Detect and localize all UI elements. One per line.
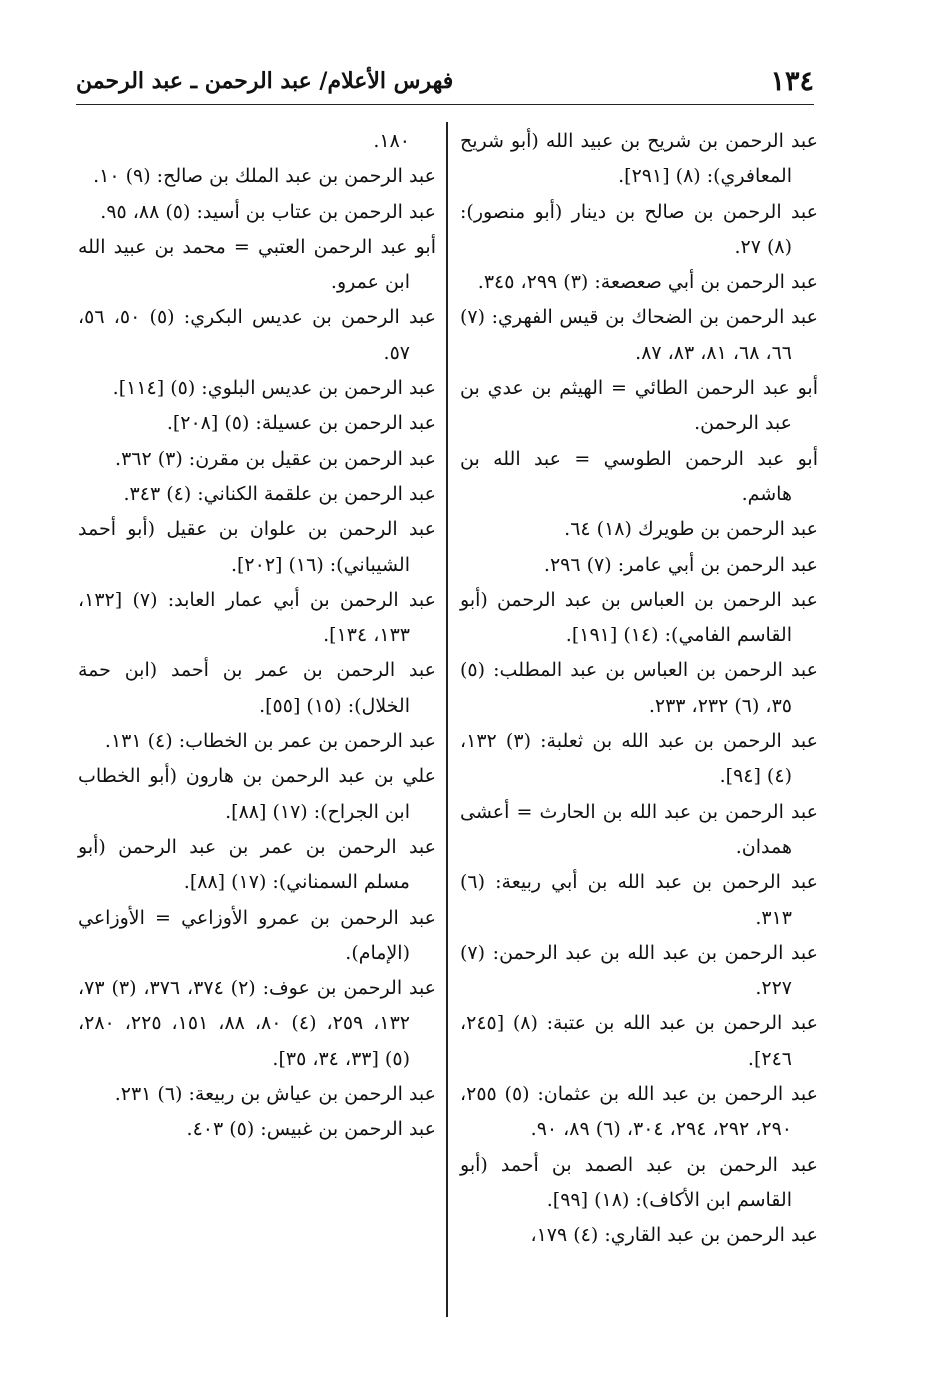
index-entry: عبد الرحمن بن عياش بن ربيعة: (٦) ٢٣١. (114, 1083, 436, 1106)
index-entry: أبو عبد الرحمن الطائي = الهيثم بن عدي بن عبد الرحمن. (460, 377, 818, 435)
index-entry: عبد الرحمن بن غبيس: (٥) ٤٠٣. (186, 1118, 436, 1141)
index-entry: عبد الرحمن بن عمر بن أحمد (ابن حمة الخلال): (١٥) [٥٥]. (78, 659, 436, 717)
index-entry: عبد الرحمن بن علوان بن عقيل (أبو أحمد الشيباني): (١٦) [٢٠٢]. (78, 518, 436, 576)
index-entry: أبو عبد الرحمن الطوسي = عبد الله بن هاشم. (460, 447, 818, 505)
index-entry: عبد الرحمن بن عديس البكري: (٥) ٥٠، ٥٦، ٥٧. (78, 306, 437, 364)
index-entry: عبد الرحمن بن أبي عمار العابد: (٧) [١٣٢، ١٣٣، ١٣٤]. (78, 588, 436, 647)
index-entry: عبد الرحمن بن عديس البلوي: (٥) [١١٤]. (112, 377, 436, 400)
index-entry: عبد الرحمن بن عبد الملك بن صالح: (٩) ١٠. (93, 165, 436, 188)
page-header (76, 58, 814, 105)
column-divider (446, 122, 448, 1317)
index-entry: علي بن عبد الرحمن بن هارون (أبو الخطاب ابن الجراح): (١٧) [٨٨]. (78, 765, 436, 823)
index-entry: عبد الرحمن بن عوف: (٢) ٣٧٤، ٣٧٦، (٣) ٧٣، ١٣٢، ٢٥٩، (٤) ٨٠، ٨٨، ١٥١، ٢٢٥، ٢٨٠، (٥) [٣٣، ٣٤، ٣٥]. (78, 977, 437, 1070)
index-entry: عبد الرحمن بن عبد الله بن عثمان: (٥) ٢٥٥، ٢٩٠، ٢٩٢، ٢٩٤، ٣٠٤، (٦) ٨٩، ٩٠. (460, 1083, 818, 1141)
index-entry-continuation: ١٨٠. (373, 130, 410, 152)
index-entry: عبد الرحمن بن عبد الله بن ثعلبة: (٣) ١٣٢، (٤) [٩٤]. (460, 730, 819, 788)
index-entry: عبد الرحمن بن العباس بن عبد المطلب: (٥) ٣٥، (٦) ٢٣٢، ٢٣٣. (460, 659, 818, 717)
index-entry: عبد الرحمن بن صالح بن دينار (أبو منصور): (٨) ٢٧. (460, 200, 818, 258)
running-title: فهرس الأعلام/ عبد الرحمن ـ عبد الرحمن (76, 68, 454, 94)
index-entry: عبد الرحمن بن عبد الصمد بن أحمد (أبو القاسم ابن الأكاف): (١٨) [٩٩]. (460, 1153, 818, 1211)
index-entry: عبد الرحمن بن عبد الله بن أبي ربيعة: (٦) ٣١٣. (460, 871, 818, 929)
index-entry: عبد الرحمن بن عبد الله بن عتبة: (٨) [٢٤٥، ٢٤٦]. (460, 1012, 818, 1070)
index-entry: عبد الرحمن بن عمر بن الخطاب: (٤) ١٣١. (104, 730, 436, 753)
index-entry: عبد الرحمن بن عسيلة: (٥) [٢٠٨]. (166, 412, 436, 435)
index-entry: عبد الرحمن بن عمرو الأوزاعي = الأوزاعي (الإمام). (78, 906, 436, 964)
index-entry: عبد الرحمن بن عقيل بن مقرن: (٣) ٣٦٢. (115, 447, 436, 470)
index-entry: عبد الرحمن بن عبد الله بن الحارث = أعشى همدان. (460, 800, 818, 858)
index-entry: عبد الرحمن بن علقمة الكناني: (٤) ٣٤٣. (123, 482, 436, 505)
index-entry: عبد الرحمن بن العباس بن عبد الرحمن (أبو القاسم الفامي): (١٤) [١٩١]. (460, 588, 818, 647)
index-entry: عبد الرحمن بن طويرك (١٨) ٦٤. (564, 518, 818, 541)
index-entry: عبد الرحمن بن الضحاك بن قيس الفهري: (٧) ٦٦، ٦٨، ٨١، ٨٣، ٨٧. (460, 306, 818, 364)
index-entry: أبو عبد الرحمن العتبي = محمد بن عبيد الله ابن عمرو. (78, 235, 436, 294)
index-column-right (460, 124, 818, 1254)
index-entry: عبد الرحمن بن عتاب بن أسيد: (٥) ٨٨، ٩٥. (100, 200, 436, 223)
index-entry: عبد الرحمن بن أبي عامر: (٧) ٢٩٦. (543, 553, 818, 576)
index-entry: عبد الرحمن بن عمر بن عبد الرحمن (أبو مسلم السمناني): (١٧) [٨٨]. (78, 835, 436, 894)
index-entry: عبد الرحمن بن عبد الله بن عبد الرحمن: (٧) ٢٢٧. (460, 941, 818, 1000)
index-column-left (78, 124, 436, 1148)
index-entry: عبد الرحمن بن عبد القاري: (٤) ١٧٩، (530, 1224, 818, 1247)
index-entry: عبد الرحمن بن شريح بن عبيد الله (أبو شريح المعافري): (٨) [٢٩١]. (460, 130, 818, 188)
page-number: ١٣٤ (770, 65, 814, 97)
index-entry: عبد الرحمن بن أبي صعصعة: (٣) ٢٩٩، ٣٤٥. (477, 271, 818, 294)
